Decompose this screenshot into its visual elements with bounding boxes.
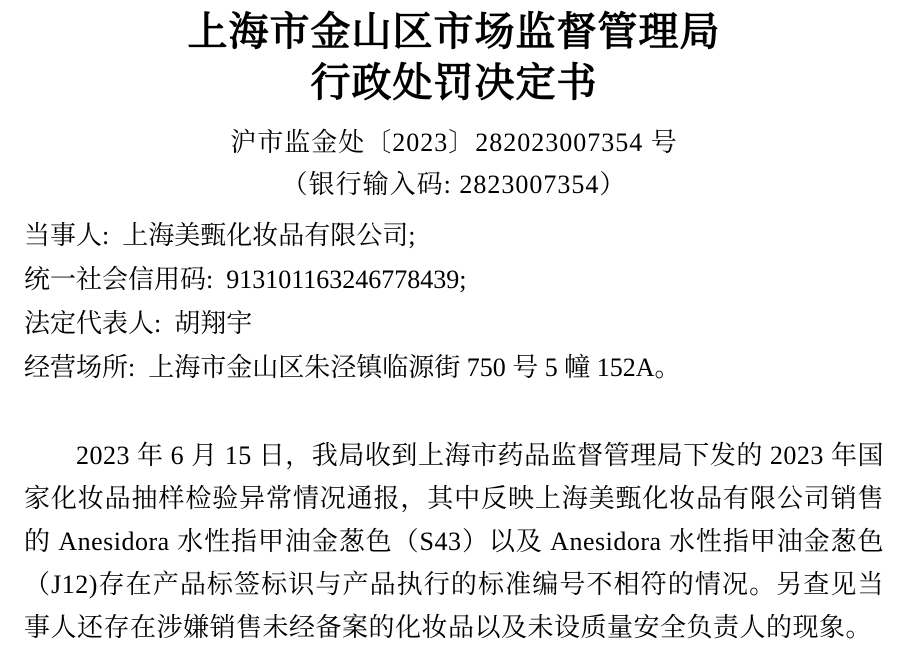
- party-label: 当事人:: [24, 221, 110, 250]
- party-information: [24, 214, 884, 390]
- party-line-name: [24, 214, 884, 258]
- party-value: 上海市金山区朱泾镇临源街 750 号 5 幢 152A。: [148, 353, 681, 382]
- title-line-authority: 上海市金山区市场监督管理局: [187, 9, 721, 54]
- party-value: 胡翔宇: [174, 309, 253, 338]
- party-label: 法定代表人:: [24, 309, 162, 338]
- bank-input-code: （银行输入码: 2823007354）: [281, 170, 627, 199]
- document-title: [24, 6, 884, 108]
- party-value: 上海美甄化妆品有限公司;: [122, 221, 416, 250]
- party-line-legal-representative: [24, 302, 884, 346]
- party-line-credit-code: [24, 258, 884, 302]
- party-label: 经营场所:: [24, 353, 136, 382]
- party-value: 913101163246778439;: [226, 265, 467, 294]
- party-line-business-address: [24, 346, 884, 390]
- title-line-doc-type: 行政处罚决定书: [310, 60, 598, 105]
- party-label: 统一社会信用码:: [24, 265, 214, 294]
- document-number: 沪市监金处〔2023〕282023007354 号: [230, 128, 678, 157]
- body-paragraph: 2023 年 6 月 15 日，我局收到上海市药品监督管理局下发的 2023 年国家化妆品抽样检验异常情况通报，其中反映上海美甄化妆品有限公司销售的 Anesidora 水性指甲油金葱色（S43）以及 Anesidora 水性指甲油金葱色（J12)存在产品标签标识与产品执行的标准编号不相符的情况。另查见当事人还存在涉嫌销售未经备案的化妆品以及未设质量安全负责人的现象。: [24, 441, 884, 642]
